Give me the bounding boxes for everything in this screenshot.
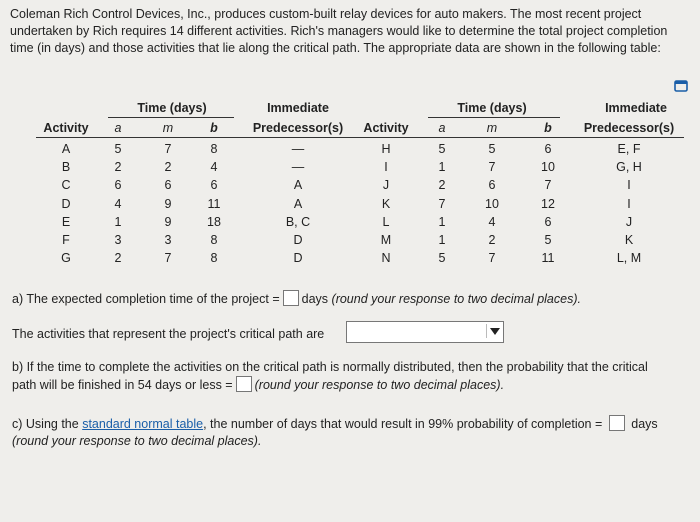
- cell-b: 4: [210, 160, 218, 175]
- cell-b: 10: [541, 160, 555, 175]
- predecessors-header-left: Predecessor(s): [252, 121, 344, 135]
- cell-pred: J: [625, 214, 633, 229]
- col-a-header-left: a: [114, 121, 122, 135]
- cell-activity: K: [381, 196, 391, 211]
- immediate-header-right: Immediate: [605, 101, 667, 115]
- cell-pred: A: [293, 178, 303, 193]
- cell-activity: N: [381, 251, 391, 266]
- question-a-suffix: days: [301, 292, 329, 306]
- completion-time-input[interactable]: [283, 290, 299, 306]
- cell-pred: L, M: [616, 251, 642, 266]
- cell-pred: B, C: [285, 214, 311, 229]
- cell-pred: I: [627, 178, 631, 193]
- question-c: [12, 415, 658, 450]
- time-days-header-right: Time (days): [457, 101, 527, 115]
- cell-a: 2: [114, 251, 122, 266]
- question-c-line-2: (round your response to two decimal places).: [12, 434, 262, 448]
- cell-pred: D: [293, 233, 303, 247]
- cell-b: 8: [210, 142, 218, 156]
- question-b-note: (round your response to two decimal places).: [254, 378, 505, 392]
- time-underline-left: [108, 117, 234, 118]
- question-b-line-2: [12, 376, 648, 394]
- cell-a: 2: [438, 178, 446, 193]
- cell-activity: F: [62, 233, 70, 247]
- question-b-prefix: path will be finished in 54 days or less =: [12, 378, 233, 392]
- cell-activity: B: [61, 160, 71, 175]
- cell-m: 9: [164, 196, 172, 211]
- cell-m: 5: [488, 142, 496, 156]
- cell-pred: K: [624, 233, 634, 247]
- header-divider: [36, 137, 684, 138]
- cell-m: 2: [164, 160, 172, 175]
- cell-m: 7: [164, 251, 172, 266]
- cell-activity: H: [381, 142, 391, 156]
- cell-b: 6: [544, 142, 552, 156]
- col-a-header-right: a: [438, 121, 446, 135]
- question-a-note: (round your response to two decimal places).: [331, 292, 581, 306]
- cell-activity: A: [61, 142, 71, 156]
- cell-pred: E, F: [617, 142, 641, 156]
- cell-activity: M: [380, 233, 392, 247]
- cell-b: 6: [544, 214, 552, 229]
- cell-a: 4: [114, 196, 122, 211]
- cell-b: 8: [210, 233, 218, 247]
- cell-pred: —: [291, 142, 305, 156]
- cell-b: 18: [207, 214, 221, 229]
- predecessors-header-right: Predecessor(s): [583, 121, 675, 135]
- cell-activity: L: [382, 214, 390, 229]
- probability-input[interactable]: [236, 376, 252, 392]
- cell-m: 6: [164, 178, 172, 193]
- cell-m: 6: [488, 178, 496, 193]
- col-b-header-left: b: [210, 121, 218, 135]
- activity-header-right: Activity: [363, 121, 409, 135]
- question-a-prefix: a) The expected completion time of the project =: [12, 292, 280, 306]
- cell-m: 3: [164, 233, 172, 247]
- col-m-header-right: m: [486, 121, 498, 135]
- dropdown-arrow-icon[interactable]: [486, 324, 501, 338]
- critical-path-dropdown[interactable]: [346, 321, 504, 343]
- problem-statement: [10, 6, 700, 57]
- cell-b: 7: [544, 178, 552, 193]
- cell-activity: C: [61, 178, 71, 193]
- time-days-header-left: Time (days): [137, 101, 207, 115]
- cell-pred: A: [293, 196, 303, 211]
- cell-b: 5: [544, 233, 552, 247]
- cell-m: 7: [488, 160, 496, 175]
- cell-a: 1: [438, 233, 446, 247]
- activity-header-left: Activity: [43, 121, 89, 135]
- intro-line-1: Coleman Rich Control Devices, Inc., produces custom-built relay devices for auto makers. The most recent project: [10, 7, 642, 21]
- cell-m: 9: [164, 214, 172, 229]
- cell-b: 11: [541, 251, 555, 266]
- cell-m: 7: [488, 251, 496, 266]
- cell-m: 2: [488, 233, 496, 247]
- question-c-suffix: days: [631, 417, 658, 431]
- cell-a: 1: [438, 214, 446, 229]
- immediate-header-left: Immediate: [267, 101, 329, 115]
- cell-activity: I: [384, 160, 388, 175]
- cell-a: 5: [438, 142, 446, 156]
- question-b-line-1: b) If the time to complete the activities on the critical path is normally distributed, then the probability that the critical: [12, 360, 648, 374]
- cell-a: 2: [114, 160, 122, 175]
- cell-activity: E: [61, 214, 71, 229]
- cell-a: 1: [114, 214, 122, 229]
- cell-b: 8: [210, 251, 218, 266]
- cell-a: 3: [114, 233, 122, 247]
- intro-line-3: time (in days) and those activities that lie along the critical path. The appropriate data are shown in the following table:: [10, 41, 661, 55]
- cell-activity: G: [61, 251, 71, 266]
- cell-a: 5: [438, 251, 446, 266]
- cell-activity: J: [382, 178, 390, 193]
- question-c-middle: , the number of days that would result in 99% probability of completion =: [203, 417, 603, 431]
- cell-a: 1: [438, 160, 446, 175]
- cell-pred: D: [293, 251, 303, 266]
- time-underline-right: [428, 117, 560, 118]
- cell-m: 4: [488, 214, 496, 229]
- question-c-prefix: c) Using the: [12, 417, 79, 431]
- cell-pred: I: [627, 196, 631, 211]
- question-c-line-1: [12, 415, 658, 433]
- cell-m: 7: [164, 142, 172, 156]
- col-b-header-right: b: [544, 121, 552, 135]
- expand-table-icon[interactable]: [674, 80, 688, 92]
- col-m-header-left: m: [162, 121, 174, 135]
- intro-line-2: undertaken by Rich requires 14 different activities. Rich's managers would like to determine the total project completion: [10, 24, 668, 38]
- cell-activity: D: [61, 196, 71, 211]
- cell-a: 6: [114, 178, 122, 193]
- cell-pred: G, H: [616, 160, 642, 175]
- cell-a: 5: [114, 142, 122, 156]
- cell-b: 11: [207, 196, 221, 211]
- cell-b: 12: [541, 196, 555, 211]
- cell-m: 10: [485, 196, 499, 211]
- critical-path-label: The activities that represent the project's critical path are: [12, 327, 325, 341]
- cell-pred: —: [291, 160, 305, 175]
- standard-normal-table-link[interactable]: standard normal table: [82, 417, 204, 431]
- days-99-percent-input[interactable]: [609, 415, 625, 431]
- cell-b: 6: [210, 178, 218, 193]
- question-b: [12, 359, 648, 394]
- cell-a: 7: [438, 196, 446, 211]
- question-a: [12, 290, 581, 308]
